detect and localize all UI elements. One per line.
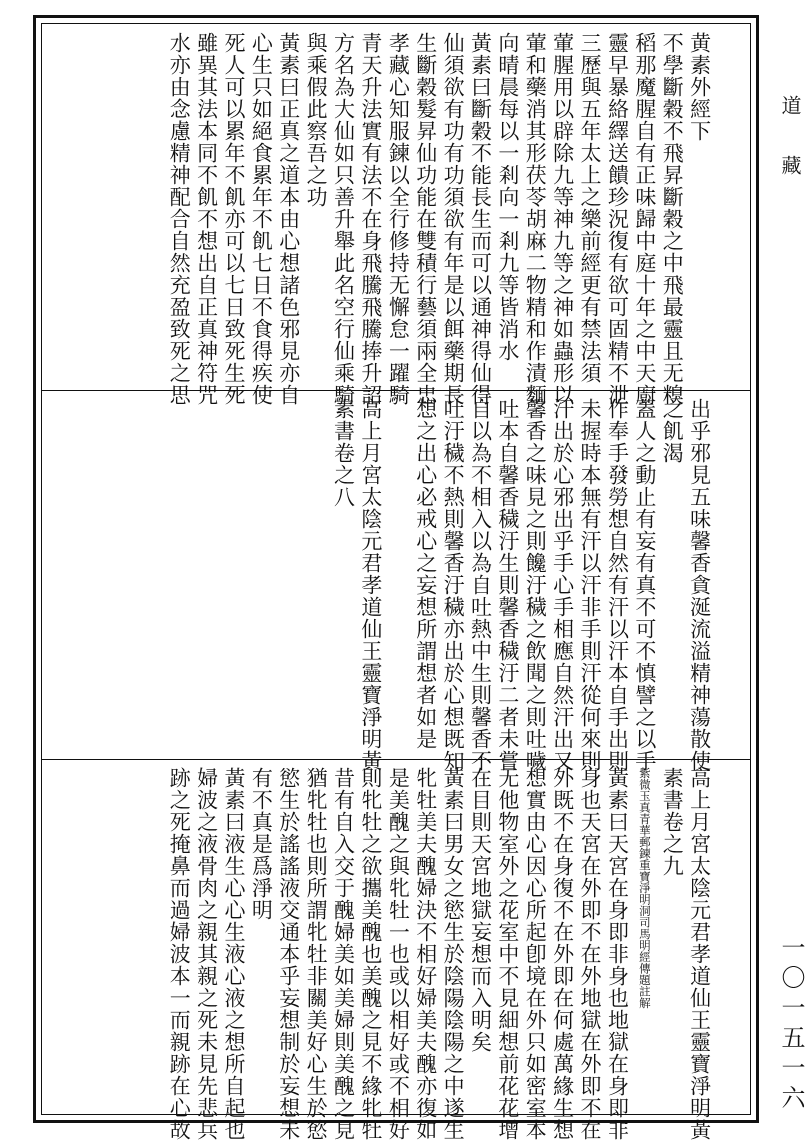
text-column: 猶牝牡也則所謂牝牡非關美好心生於慾: [304, 767, 329, 1141]
top-register: [42, 24, 750, 406]
text-column: 牝牡美夫醜婦決不相好婦美夫醜亦復如: [413, 767, 438, 1141]
text-column: 无他物室外之花室中不見細想前花花增: [495, 767, 520, 1141]
text-column: 方名為大仙如只善升舉此名空行仙乘騎: [331, 32, 356, 406]
bottom-register: [42, 759, 750, 1141]
text-column: 汗出於心邪出乎手心手相應自然汗出又: [550, 398, 575, 772]
text-column: 想之出心必戒心之妄想所謂想者如是: [413, 398, 438, 750]
text-column: 出乎邪見五味馨香貪涎流溢精神蕩散使: [687, 398, 712, 772]
text-column: 黃素曰液生心心生液心液之想所自起也: [221, 767, 246, 1141]
bottom-columns: [52, 767, 740, 1141]
text-column: 外既不在身復不在外即在何處萬緣生想: [550, 767, 575, 1141]
text-column: 與乘假此察吾之功: [304, 32, 329, 208]
text-column: [384, 398, 411, 751]
text-column: 心生只如絕食累年不飢七日不食得疾使: [249, 32, 274, 406]
text-column: 吐汙穢不熱則馨香汙穢亦出於心想既知: [441, 398, 466, 772]
middle-columns: [52, 398, 740, 772]
text-column: 不學斷穀不飛昇斷穀之中飛最靈且无糗: [660, 32, 685, 406]
text-column: 靈早暴絡繹送饋珍況復有欲可固精不泄: [605, 32, 630, 406]
page-frame: [33, 15, 759, 1141]
top-columns: [52, 32, 740, 406]
text-column: 未握時本無有汗以汗非手則汗從何來則: [578, 398, 603, 772]
text-column: 蓋人之動止有妄有真不可不慎譬之以手: [632, 398, 657, 772]
page-frame-inner: [41, 23, 751, 1141]
text-column: 想實由心因心所起卽境在外只如密室本: [523, 767, 548, 1141]
text-column: 生斷穀髮昇仙功能在雙積行藝須兩全忠: [413, 32, 438, 406]
text-column: 則牝牡之欲攜美醜也美醜之見不緣牝牡: [358, 767, 383, 1141]
text-column: 向晴晨每以一剎向一剎九等皆消水: [495, 32, 520, 362]
text-column: 黃素曰斷穀不能長生而可以通神得仙得: [468, 32, 493, 406]
text-column: 自以為不相入以為自吐熱中生則馨香不: [468, 398, 493, 772]
text-column: 作奉手發勞想自然有汗以汗本自手出則: [605, 398, 630, 772]
chapter-title: 高上月宮太陰元君孝道仙王靈寶淨明黃: [687, 767, 712, 1141]
text-column: 葷腥用以辟除九等神九等之神如蟲形以: [550, 32, 575, 406]
text-column: 孝藏心知服鍊以全行修持无懈怠一躍騎: [386, 32, 411, 406]
book-title-margin: 道藏: [778, 95, 802, 215]
text-column: 是美醜之與牝牡一也或以相好或不相好: [386, 767, 411, 1141]
text-column: 有不真是爲淨明: [249, 767, 274, 921]
text-column: 昔有自入交于醜婦美如美婦則美醜之見: [331, 767, 356, 1141]
text-column: 三歷與五年太上之樂前經更有禁法須: [578, 32, 603, 384]
text-column: 黃素曰天宮在身即非身也地獄在身即非: [605, 767, 630, 1141]
text-column: 婦波之液骨肉之親其親之死未見先悲兵: [194, 767, 219, 1141]
chapter-title: 高上月宮太陰元君孝道仙王靈寶淨明黃: [358, 398, 383, 772]
text-column: 慾生於謠謠液交通本乎妄想制於妄想未: [276, 767, 301, 1141]
text-column: 葷和藥消其形茯苓胡麻二物精和作漬麵: [523, 32, 548, 406]
chapter-title: 素書卷之八: [331, 398, 356, 508]
section-heading: 黄素外經下: [687, 32, 712, 142]
text-column: [713, 32, 740, 382]
text-column: 仙須欲有功有功須欲有年是以餌藥期長: [441, 32, 466, 406]
text-column: 在目則天宮地獄妄想而入明矣: [468, 767, 493, 1053]
text-column: 水亦由念慮精神配合自然充盈致死之思: [167, 32, 192, 406]
text-column: 黃素曰男女之慾生於陰陽陰陽之中遂生: [441, 767, 466, 1141]
text-column: 馨香之味見之則饞汙穢之飲聞之則吐噦: [523, 398, 548, 772]
text-column: 雖異其法本同不飢不想出自正真神符咒: [194, 32, 219, 406]
text-column: 青天升法實有法不在身飛騰飛騰捧升詔: [358, 32, 383, 406]
text-column: 死人可以累年不飢亦可以七日致死生死: [221, 32, 246, 406]
page-number-margin: 一〇一五一六: [777, 935, 805, 1115]
text-column: 身也天宮在外即不在外地獄在外即不在: [578, 767, 603, 1141]
attribution-line: 紫微玉真青華郵鍊重寶淨明洞司馬明經傳題註解: [637, 767, 652, 1009]
text-column: 吐本自馨香穢汙生則馨香穢汙二者未嘗: [495, 398, 520, 772]
text-column: [713, 398, 740, 751]
middle-register: [42, 390, 750, 772]
chapter-title: 素書卷之九: [660, 767, 685, 877]
text-column: 之飢渴: [660, 398, 685, 464]
text-column: 稻那魔腥自有正味歸中庭十年之中天廚: [632, 32, 657, 406]
text-column: 黃素曰正真之道本由心想諸色邪見亦自: [276, 32, 301, 406]
text-column: 跡之死掩鼻而過婦波本一而親跡在心故: [167, 767, 192, 1141]
text-column: [713, 767, 740, 1106]
